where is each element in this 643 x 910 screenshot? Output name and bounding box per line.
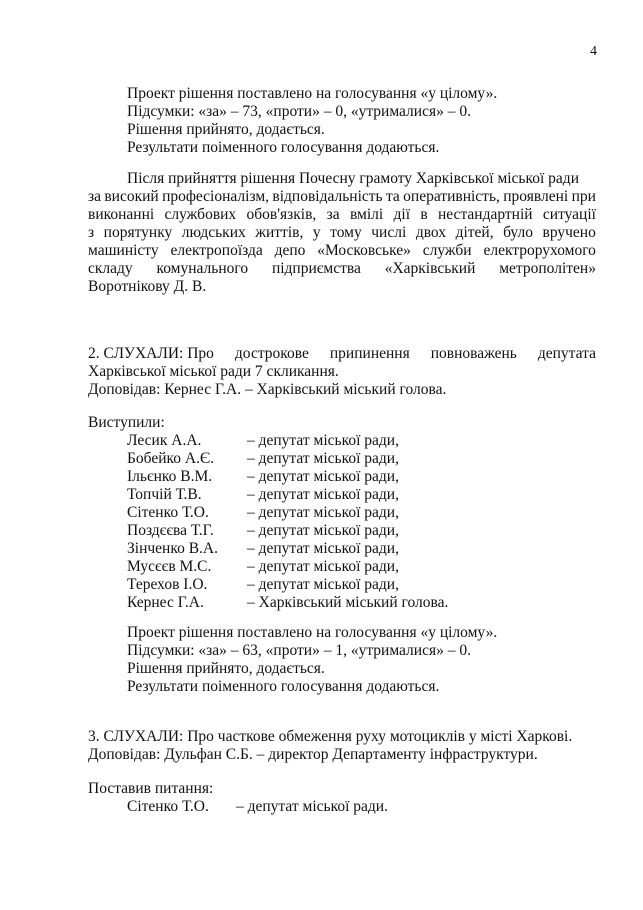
word: людських — [181, 224, 246, 241]
word: оперативність, — [403, 188, 500, 205]
word: в — [420, 206, 428, 223]
speaker-name: Бобейко А.Є. — [127, 450, 215, 467]
word: вручено — [542, 224, 596, 241]
word: ситуації — [542, 206, 596, 223]
speaker-name: Лесик А.А. — [127, 432, 202, 449]
question-label: Поставив питання: — [88, 780, 214, 797]
word: комунального — [156, 260, 249, 277]
word: підприємства — [271, 260, 361, 277]
section-heading — [88, 345, 596, 363]
paragraph-line — [88, 242, 596, 260]
speaker-name: Сітенко Т.О. — [127, 798, 209, 815]
reporter-line: Доповідав: Дульфан С.Б. – директор Департаменту інфраструктури. — [88, 746, 538, 763]
speaker-name: Сітенко Т.О. — [127, 504, 209, 521]
speaker-role: – депутат міської ради, — [247, 504, 399, 521]
word: відповідальність — [272, 188, 383, 205]
speakers-label: Виступили: — [88, 414, 165, 431]
paragraph-line — [88, 188, 596, 206]
word: було — [503, 224, 533, 241]
word: дострокове — [234, 345, 309, 362]
word: складу — [88, 260, 133, 277]
speaker-role: – депутат міської ради, — [247, 486, 399, 503]
speaker-role: – депутат міської ради, — [247, 576, 399, 593]
word: метрополітен» — [499, 260, 596, 277]
word: дітей, — [455, 224, 494, 241]
speaker-role: – депутат міської ради, — [247, 468, 399, 485]
word: у — [312, 224, 321, 241]
word: депутата — [537, 345, 596, 362]
speaker-name: Зінченко В.А. — [127, 540, 218, 557]
speaker-role: – депутат міської ради, — [247, 558, 399, 575]
vote-line: Результати поіменного голосування додаються. — [127, 139, 440, 156]
word: електрорухомого — [483, 242, 596, 259]
paragraph-line — [88, 260, 596, 278]
vote-line: Проект рішення поставлено на голосування «у цілому». — [127, 85, 498, 102]
vote-line: Підсумки: «за» – 63, «проти» – 1, «утрималися» – 0. — [127, 642, 471, 659]
word: «Московське» — [317, 242, 411, 259]
word: порятунку — [103, 224, 173, 241]
vote-line: Результати поіменного голосування додаються. — [127, 678, 440, 695]
word: з — [88, 224, 95, 241]
word: за — [326, 206, 340, 223]
word: високий — [104, 188, 159, 205]
speaker-name: Кернес Г.А. — [127, 594, 204, 611]
section-heading-line2: Харківської міської ради 7 скликання. — [88, 363, 339, 380]
page-number: 4 — [590, 44, 597, 59]
vote-line: Підсумки: «за» – 73, «проти» – 0, «утрималися» – 0. — [127, 103, 471, 120]
word: проявлені — [503, 188, 569, 205]
word: при — [571, 188, 596, 205]
word: 2. СЛУХАЛИ: Про — [88, 345, 214, 362]
speaker-name: Мусєєв М.С. — [127, 558, 212, 575]
paragraph-line — [88, 206, 596, 224]
speaker-role: – депутат міської ради, — [247, 450, 399, 467]
section-heading: 3. СЛУХАЛИ: Про часткове обмеження руху мотоциклів у місті Харкові. — [88, 728, 573, 745]
word: машиністу — [88, 242, 159, 259]
speaker-name: Топчій Т.В. — [127, 486, 202, 503]
word: нестандартній — [438, 206, 533, 223]
word: професіоналізм, — [162, 188, 270, 205]
speaker-role: – депутат міської ради, — [247, 540, 399, 557]
speaker-role: – депутат міської ради, — [247, 522, 399, 539]
speaker-role: – депутат міської ради. — [236, 798, 388, 815]
speaker-role: – депутат міської ради, — [247, 432, 399, 449]
vote-line: Рішення прийнято, додається. — [127, 121, 325, 138]
speaker-role: – Харківський міський голова. — [247, 594, 449, 611]
speaker-name: Ільєнко В.М. — [127, 468, 213, 485]
word: двох — [415, 224, 447, 241]
word: електропоїзда — [170, 242, 263, 259]
word: за — [88, 188, 102, 205]
reporter-line: Доповідав: Кернес Г.А. – Харківський міський голова. — [88, 381, 447, 398]
word: виконанні — [88, 206, 155, 223]
word: обов'язків, — [246, 206, 317, 223]
word: припинення — [329, 345, 410, 362]
word: «Харківський — [384, 260, 476, 277]
word: тому — [330, 224, 362, 241]
word: дії — [393, 206, 411, 223]
paragraph-first-line: Після прийняття рішення Почесну грамоту Харківської міської ради — [127, 170, 579, 187]
word: числі — [371, 224, 407, 241]
paragraph-last-line: Воротнікову Д. В. — [88, 278, 207, 295]
vote-line: Проект рішення поставлено на голосування «у цілому». — [127, 624, 498, 641]
word: життів, — [255, 224, 304, 241]
speaker-name: Поздєєва Т.Г. — [127, 522, 214, 539]
vote-line: Рішення прийнято, додається. — [127, 660, 325, 677]
speaker-name: Терехов І.О. — [127, 576, 208, 593]
word: вмілі — [349, 206, 384, 223]
word: повноважень — [430, 345, 517, 362]
word: служби — [422, 242, 472, 259]
word: та — [385, 188, 400, 205]
word: депо — [274, 242, 306, 259]
paragraph-line — [88, 224, 596, 242]
word: службових — [164, 206, 237, 223]
